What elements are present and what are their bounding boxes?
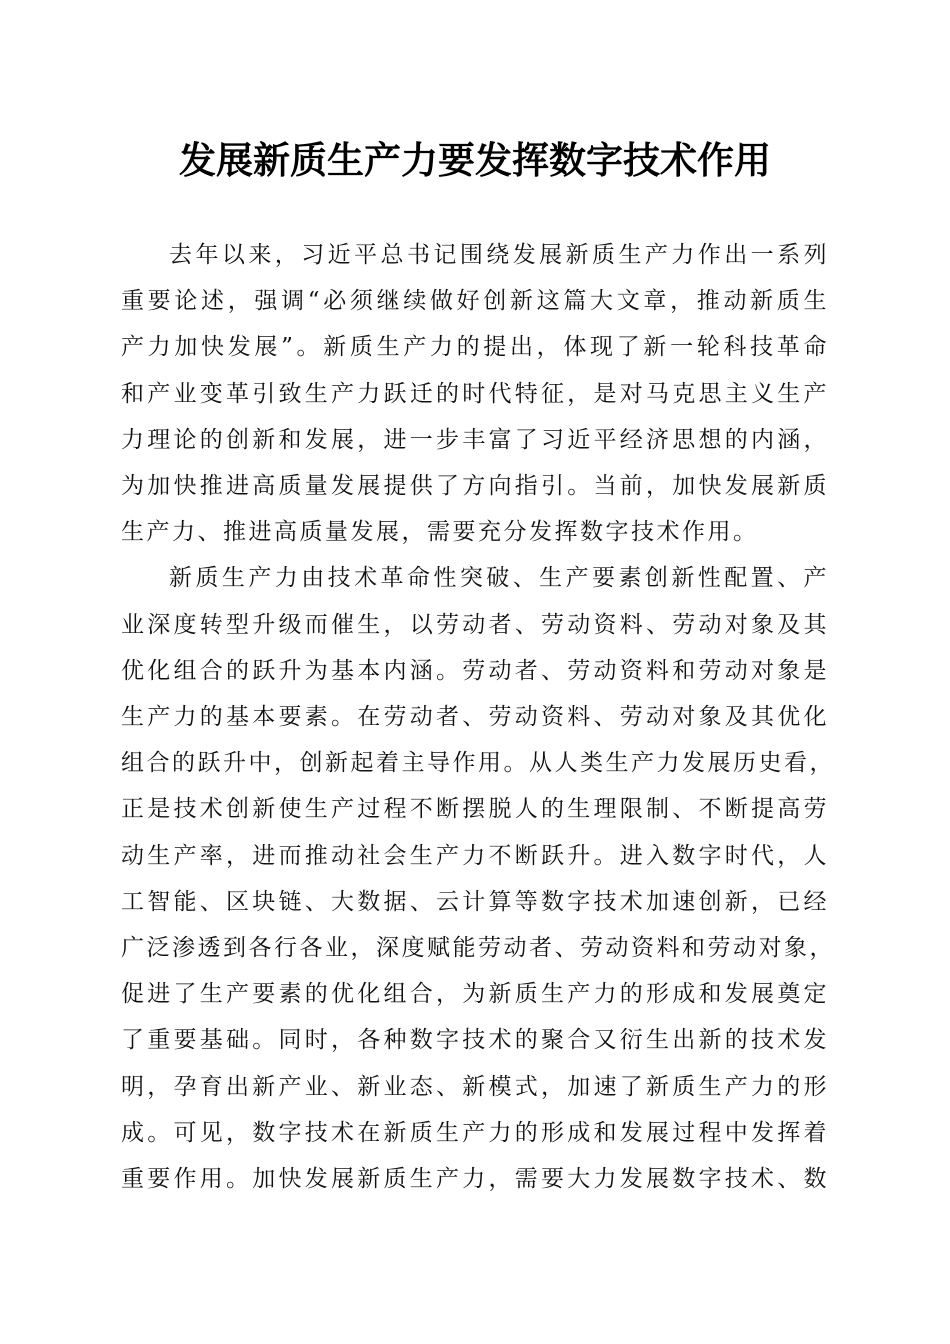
paragraph-line: 组合的跃升中，创新起着主导作用。从人类生产力发展历史看， — [121, 750, 835, 777]
paragraph-line: 为加快推进高质量发展提供了方向指引。当前，加快发展新质 — [121, 473, 829, 500]
paragraph-line: 正是技术创新使生产过程不断摆脱人的生理限制、不断提高劳 — [121, 796, 829, 823]
paragraph-line: 去年以来，习近平总书记围绕发展新质生产力作出一系列 — [169, 242, 829, 268]
paragraph-line: 促进了生产要素的优化组合，为新质生产力的形成和发展奠定 — [121, 981, 829, 1008]
document-title: 发展新质生产力要发挥数字技术作用 — [179, 138, 771, 182]
paragraph-line: 工智能、区块链、大数据、云计算等数字技术加速创新，已经 — [121, 888, 829, 915]
paragraph-line: 成。可见，数字技术在新质生产力的形成和发展过程中发挥着 — [121, 1119, 829, 1146]
paragraph-line: 新质生产力由技术革命性突破、生产要素创新性配置、产 — [169, 565, 829, 592]
paragraph-line: 产力加快发展”。新质生产力的提出，体现了新一轮科技革命 — [121, 334, 829, 361]
paragraph-line: 重要论述，强调“必须继续做好创新这篇大文章，推动新质生 — [121, 288, 829, 315]
paragraph-line: 广泛渗透到各行各业，深度赋能劳动者、劳动资料和劳动对象， — [121, 935, 835, 962]
paragraph-line: 生产力的基本要素。在劳动者、劳动资料、劳动对象及其优化 — [121, 704, 829, 731]
paragraph-1 — [121, 232, 829, 555]
document-body — [121, 232, 835, 1202]
paragraph-2 — [121, 555, 835, 1202]
paragraph-line: 生产力、推进高质量发展，需要充分发挥数字技术作用。 — [121, 519, 759, 546]
paragraph-line: 重要作用。加快发展新质生产力，需要大力发展数字技术、数 — [121, 1166, 829, 1193]
paragraph-line: 动生产率，进而推动社会生产力不断跃升。进入数字时代，人 — [121, 842, 829, 869]
paragraph-line: 了重要基础。同时，各种数字技术的聚合又衍生出新的技术发 — [121, 1027, 829, 1054]
paragraph-line: 力理论的创新和发展，进一步丰富了习近平经济思想的内涵， — [121, 426, 829, 453]
paragraph-line: 明，孕育出新产业、新业态、新模式，加速了新质生产力的形 — [121, 1073, 829, 1100]
paragraph-line: 和产业变革引致生产力跃迁的时代特征，是对马克思主义生产 — [121, 380, 829, 407]
paragraph-line: 优化组合的跃升为基本内涵。劳动者、劳动资料和劳动对象是 — [121, 657, 829, 684]
paragraph-line: 业深度转型升级而催生，以劳动者、劳动资料、劳动对象及其 — [121, 611, 829, 638]
